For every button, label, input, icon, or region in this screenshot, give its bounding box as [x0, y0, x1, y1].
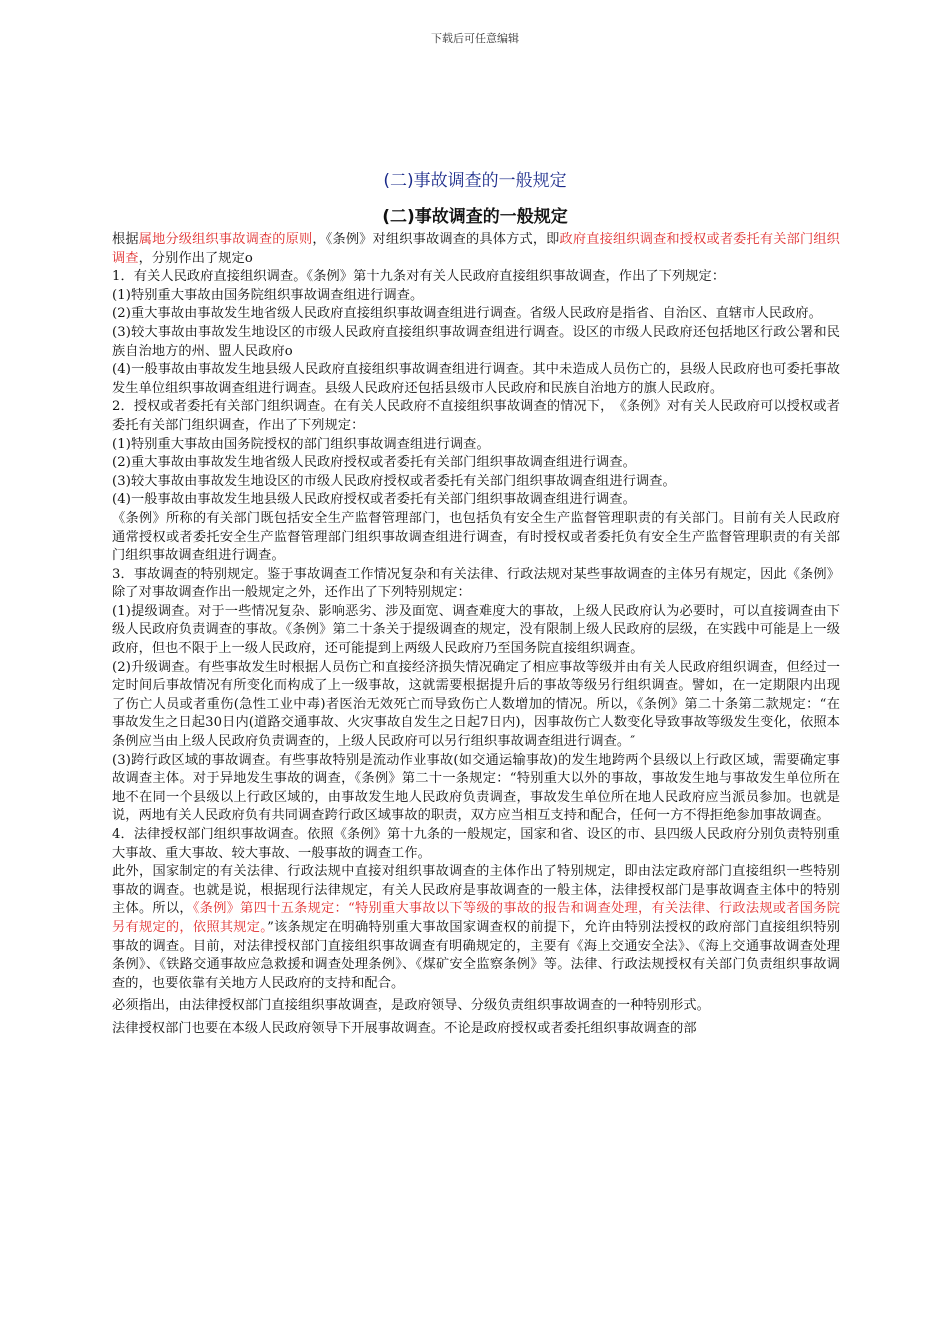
paragraph: (1)特别重大事故由国务院授权的部门组织事故调查组进行调查。: [112, 436, 490, 452]
paragraph: (4)一般事故由事故发生地县级人民政府直接组织事故调查组进行调查。其中未造成人员伤亡的，县级人民政府也可委托事故发生单位组织事故调查组进行调查。县级人民政府还包括县级市人民政府和民族自治地方的旗人民政府。: [112, 362, 840, 396]
paragraph: (3)较大事故由事故发生地设区的市级人民政府直接组织事故调查组进行调查。设区的市级人民政府还包括地区行政公署和民族自治地方的州、盟人民政府o: [112, 324, 840, 359]
paragraph: 4．法律授权部门组织事故调查。依照《条例》第十九条的一般规定，国家和省、设区的市、县四级人民政府分别负责特别重大事故、重大事故、较大事故、一般事故的调查工作。: [112, 827, 840, 861]
highlight-principle: 属地分级组织事故调查的原则: [138, 232, 313, 247]
paragraph: (4)一般事故由事故发生地县级人民政府授权或者委托有关部门组织事故调查组进行调查。: [112, 492, 636, 508]
paragraph: (3)跨行政区域的事故调查。有些事故特别是流动作业事故(如交通运输事故)的发生地跨两个县级以上行政区域，需要确定事故调查主体。对于异地发生事故的调查，《条例》第二十一条规定：“特别重大以外的事故，事故发生地与事故发生单位所在地不在同一个县级以上行政区域的，由事故发生地人民政府负责调查，事故发生单位所在地人民政府应当派员参加。也就是说，两地有关人民政府负有共同调查跨行政区域事故的职责，双方应当相互支持和配合，任何一方不得拒绝参加事故调查。: [112, 752, 840, 824]
text-segment: ，分别作出了规定o: [138, 250, 253, 266]
paragraph: (2)升级调查。有些事故发生时根据人员伤亡和直接经济损失情况确定了相应事故等级并由有关人民政府组织调查，但经过一定时间后事故情况有所变化而构成了上一级事故，这就需要根据提升后的事故等级另行组织调查。譬如，在一定期限内出现了伤亡人员或者重伤(急性工业中毒)者医治无效死亡而导致伤亡人数增加的情况。所以，《条例》第二十条第二款规定：“在事故发生之日起30日内(道路交通事故、火灾事故自发生之日起7日内)，因事故伤亡人数变化导致事故等级发生变化，依照本条例应当由上级人民政府负责调查的，上级人民政府可以另行组织事故调查组进行调查。″: [112, 659, 840, 750]
paragraph: (1)提级调查。对于一些情况复杂、影响恶劣、涉及面宽、调查难度大的事故，上级人民政府认为必要时，可以直接调查由下级人民政府负责调查的事故。《条例》第二十条关于提级调查的规定，没有限制上级人民政府的层级，在实践中可能是上一级政府，但也不限于上一级人民政府，还可能提到上两级人民政府乃至国务院直接组织调查。: [112, 603, 840, 657]
page-header-note: 下载后可任意编辑: [431, 32, 519, 45]
text-segment: 此外，国家制定的有关法律、行政法规中直接对组织事故调查的主体作出了特别规定，即由法定政府部门直接组织一些特别事故的调查。也就是说，根据现行法律规定，有关人民政府是事故调查的一般主体，法律授权部门是事故调查主体中的特别主体。所以，: [112, 864, 840, 917]
paragraph: (1)特别重大事故由国务院组织事故调查组进行调查。: [112, 287, 424, 303]
text-segment: ”该条规定在明确特别重大事故国家调查权的前提下，允许由特别法授权的政府部门直接组织特别事故的调查。目前，对法律授权部门直接组织事故调查有明确规定的，主要有《海上交通安全法》、《海上交通事故调查处理条例》、《铁路交通事故应急救援和调查处理条例》、《煤矿安全监察条例》等。法律、行政法规授权有关部门负责组织事故调查的，也要依靠有关地方人民政府的支持和配合。: [112, 919, 840, 991]
paragraph: (3)较大事故由事故发生地设区的市级人民政府授权或者委托有关部门组织事故调查组进行调查。: [112, 473, 676, 489]
text-segment: ，《条例》对组织事故调查的具体方式，即: [312, 232, 560, 247]
section-title-colored: (二)事故调查的一般规定: [383, 171, 567, 191]
document-body: [112, 231, 840, 1039]
paragraph-special-provision: [112, 863, 840, 993]
paragraph: 《条例》所称的有关部门既包括安全生产监督管理部门，也包括负有安全生产监督管理职责的有关部门。目前有关人民政府通常授权或者委托安全生产监督管理部门组织事故调查组进行调查，有时授权或者委托负有安全生产监督管理职责的有关部门组织事故调查组进行调查。: [112, 510, 840, 564]
section-title-bold: (二)事故调查的一般规定: [382, 207, 568, 227]
paragraph-intro: [112, 231, 840, 268]
highlight-methods: 政府直接组织调查和授权或者委托有关部门组织调查: [112, 232, 840, 266]
text-segment: 根据: [112, 232, 139, 247]
paragraph: 3．事故调查的特别规定。鉴于事故调查工作情况复杂和有关法律、行政法规对某些事故调查的主体另有规定，因此《条例》除了对事故调查作出一般规定之外，还作出了下列特别规定：: [112, 566, 840, 601]
paragraph: 必须指出，由法律授权部门直接组织事故调查，是政府领导、分级负责组织事故调查的一种特别形式。: [112, 998, 710, 1014]
paragraph: 法律授权部门也要在本级人民政府领导下开展事故调查。不论是政府授权或者委托组织事故调查的部: [112, 1020, 697, 1036]
paragraph: (2)重大事故由事故发生地省级人民政府授权或者委托有关部门组织事故调查组进行调查。: [112, 455, 636, 471]
paragraph: 1．有关人民政府直接组织调查。《条例》第十九条对有关人民政府直接组织事故调查，作出了下列规定：: [112, 269, 726, 285]
paragraph: (2)重大事故由事故发生地省级人民政府直接组织事故调查组进行调查。省级人民政府是指省、自治区、直辖市人民政府。: [112, 306, 822, 322]
paragraph: 2．授权或者委托有关部门组织调查。在有关人民政府不直接组织事故调查的情况下， 《条例》对有关人民政府可以授权或者委托有关部门组织调查，作出了下列规定：: [112, 399, 840, 433]
highlight-article-45: 《条例》第四十五条规定：“特别重大事故以下等级的事故的报告和调查处理，有关法律、行政法规或者国务院另有规定的，依照其规定。: [112, 901, 840, 935]
